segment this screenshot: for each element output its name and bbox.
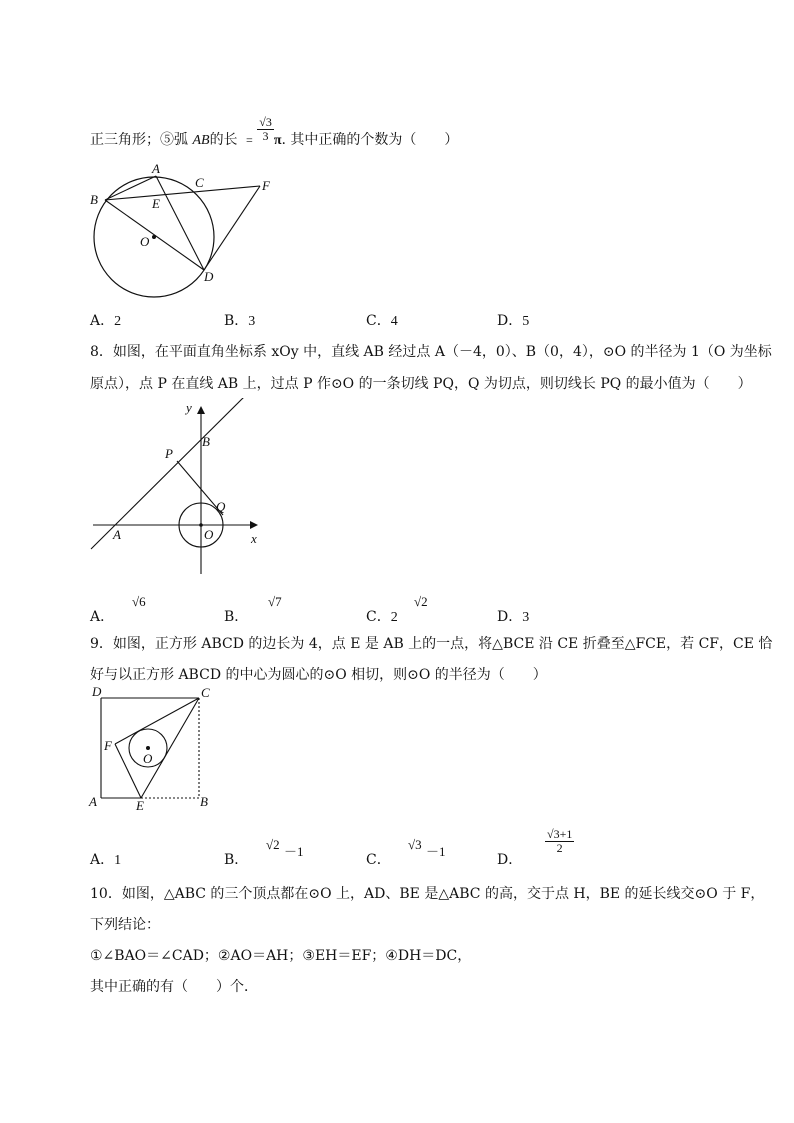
q8-option-c-radical: √2 bbox=[414, 594, 428, 609]
q8-stem-line1: 8．如图，在平面直角坐标系 xOy 中，直线 AB 经过点 A（－4，0）、B（0，4），⊙O 的半径为 1（O 为坐标 bbox=[90, 344, 772, 360]
q7-line-DF bbox=[204, 186, 260, 270]
q8-stem-line2: 原点），点 P 在直线 AB 上，过点 P 作⊙O 的一条切线 PQ，Q 为切点，则切线长 PQ 的最小值为（ ） bbox=[90, 376, 752, 392]
q7-center-dot bbox=[152, 235, 156, 239]
q7-option-b[interactable]: B．3 bbox=[224, 313, 256, 329]
q9-center-dot bbox=[146, 746, 150, 750]
q9-label-O: O bbox=[143, 751, 153, 766]
q7-arc-length-fraction: = bbox=[246, 132, 253, 147]
q10-conclusions: ①∠BAO＝∠CAD；②AO＝AH；③EH＝EF；④DH＝DC， bbox=[90, 948, 472, 964]
q9-option-b-radical: √2 bbox=[266, 837, 280, 852]
q7-statement-tail: 正三角形；⑤弧 AB的长 = $\frac{√3}{3}$ π. 其中正确的个数为（ ） bbox=[90, 114, 459, 148]
q9-line-FE bbox=[115, 744, 141, 798]
q9-figure bbox=[85, 684, 220, 814]
q7-option-c[interactable]: C．4 bbox=[366, 313, 398, 329]
q9-option-b-tail: －1 bbox=[284, 844, 304, 859]
q7-label-D: D bbox=[204, 269, 214, 284]
q9-option-c-radical: √3 bbox=[408, 837, 422, 852]
q9-label-A: A bbox=[89, 794, 97, 809]
q9-option-c[interactable]: C． bbox=[366, 852, 391, 868]
q9-line-CF bbox=[115, 698, 199, 744]
q8-origin-dot bbox=[199, 523, 203, 527]
q8-label-P: P bbox=[165, 446, 173, 461]
q8-option-d[interactable]: D．3 bbox=[497, 609, 530, 625]
q8-option-a[interactable]: A． bbox=[90, 609, 115, 625]
q7-option-d[interactable]: D．5 bbox=[497, 313, 530, 329]
q8-option-a-value: √6 bbox=[132, 594, 146, 609]
q8-label-y: y bbox=[186, 400, 192, 415]
q10-stem-line2: 下列结论： bbox=[90, 917, 160, 933]
q7-line-BF bbox=[105, 186, 260, 200]
q8-option-b-value: √7 bbox=[268, 594, 282, 609]
q7-option-a[interactable]: A．2 bbox=[90, 313, 122, 329]
q10-question: 其中正确的有（ ）个． bbox=[90, 979, 258, 995]
q8-label-B: B bbox=[202, 434, 210, 449]
q9-label-E: E bbox=[136, 798, 144, 813]
q8-y-arrow bbox=[197, 406, 205, 414]
q9-label-C: C bbox=[201, 685, 210, 700]
q9-stem-line2: 好与以正方形 ABCD 的中心为圆心的⊙O 相切，则⊙O 的半径为（ ） bbox=[90, 667, 547, 683]
q9-label-D: D bbox=[92, 684, 102, 699]
q10-stem-line1: 10．如图，△ABC 的三个顶点都在⊙O 上，AD、BE 是△ABC 的高，交于点 H，BE 的延长线交⊙O 于 F， bbox=[90, 886, 765, 902]
q7-line-AD bbox=[156, 176, 204, 270]
q8-figure bbox=[85, 398, 270, 578]
q9-option-d-fraction: $\frac{√3+1}{2}$ bbox=[547, 827, 573, 855]
q7-label-C: C bbox=[195, 175, 204, 190]
q7-label-F: F bbox=[262, 178, 270, 193]
q8-label-Q: Q bbox=[216, 499, 226, 514]
q9-option-b[interactable]: B． bbox=[224, 852, 249, 868]
q8-option-c[interactable]: C．2 bbox=[366, 609, 398, 625]
q9-option-d[interactable]: D． bbox=[497, 852, 523, 868]
q7-figure bbox=[80, 160, 280, 305]
q9-option-a[interactable]: A．1 bbox=[90, 852, 122, 868]
q9-stem-line1: 9．如图，正方形 ABCD 的边长为 4，点 E 是 AB 上的一点，将△BCE 沿 CE 折叠至△FCE，若 CF，CE 恰 bbox=[90, 636, 773, 652]
q7-label-A: A bbox=[152, 161, 160, 176]
q8-option-b[interactable]: B． bbox=[224, 609, 249, 625]
q7-label-B: B bbox=[90, 192, 98, 207]
q8-x-arrow bbox=[250, 521, 258, 529]
q8-label-A: A bbox=[113, 527, 121, 542]
q9-label-B: B bbox=[200, 794, 208, 809]
q9-option-c-tail: －1 bbox=[426, 844, 446, 859]
q8-label-x: x bbox=[251, 531, 257, 546]
q7-label-O: O bbox=[140, 234, 150, 249]
q7-label-E: E bbox=[152, 196, 160, 211]
q7-fraction: $\frac{√3}{3}$ bbox=[259, 114, 272, 143]
q8-label-O: O bbox=[204, 527, 214, 542]
q9-label-F: F bbox=[104, 738, 112, 753]
